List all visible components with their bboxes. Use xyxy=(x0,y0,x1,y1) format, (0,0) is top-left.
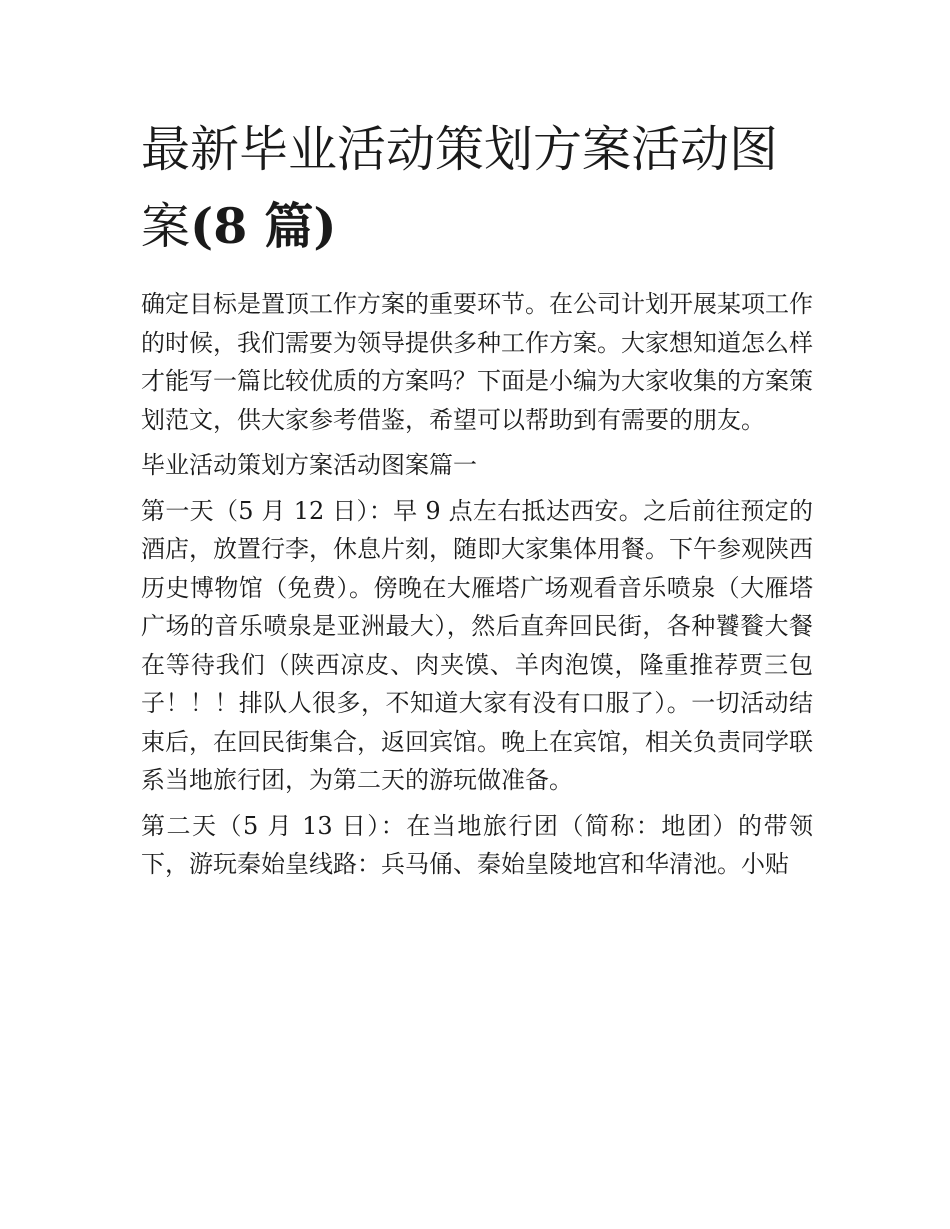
day-one-paragraph: 第一天（5 月 12 日）：早 9 点左右抵达西安。之后前往预定的酒店，放置行李，休息片刻，随即大家集体用餐。下午参观陕西历史博物馆（免费）。傍晚在大雁塔广场观看音乐喷泉（大雁塔广场的音乐喷泉是亚洲最大），然后直奔回民街，各种饕餮大餐在等待我们（陕西凉皮、肉夹馍、羊肉泡馍，隆重推荐贾三包子！！！排队人很多，不知道大家有没有口服了）。一切活动结束后，在回民街集合，返回宾馆。晚上在宾馆，相关负责同学联系当地旅行团，为第二天的游玩做准备。 xyxy=(141,496,813,794)
title-main: 最新毕业活动策划方案活动图案 xyxy=(141,121,779,255)
document-page xyxy=(141,112,813,884)
document-title xyxy=(141,112,813,265)
day-two-paragraph: 第二天（5 月 13 日）：在当地旅行团（简称：地团）的带领下，游玩秦始皇线路：兵马俑、秦始皇陵地宫和华清池。小贴 xyxy=(141,811,813,878)
title-tail: (8 篇) xyxy=(190,197,337,255)
section-heading: 毕业活动策划方案活动图案篇一 xyxy=(141,451,477,479)
intro-paragraph: 确定目标是置顶工作方案的重要环节。在公司计划开展某项工作的时候，我们需要为领导提供多种工作方案。大家想知道怎么样才能写一篇比较优质的方案吗？下面是小编为大家收集的方案策划范文，供大家参考借鉴，希望可以帮助到有需要的朋友。 xyxy=(141,290,813,434)
